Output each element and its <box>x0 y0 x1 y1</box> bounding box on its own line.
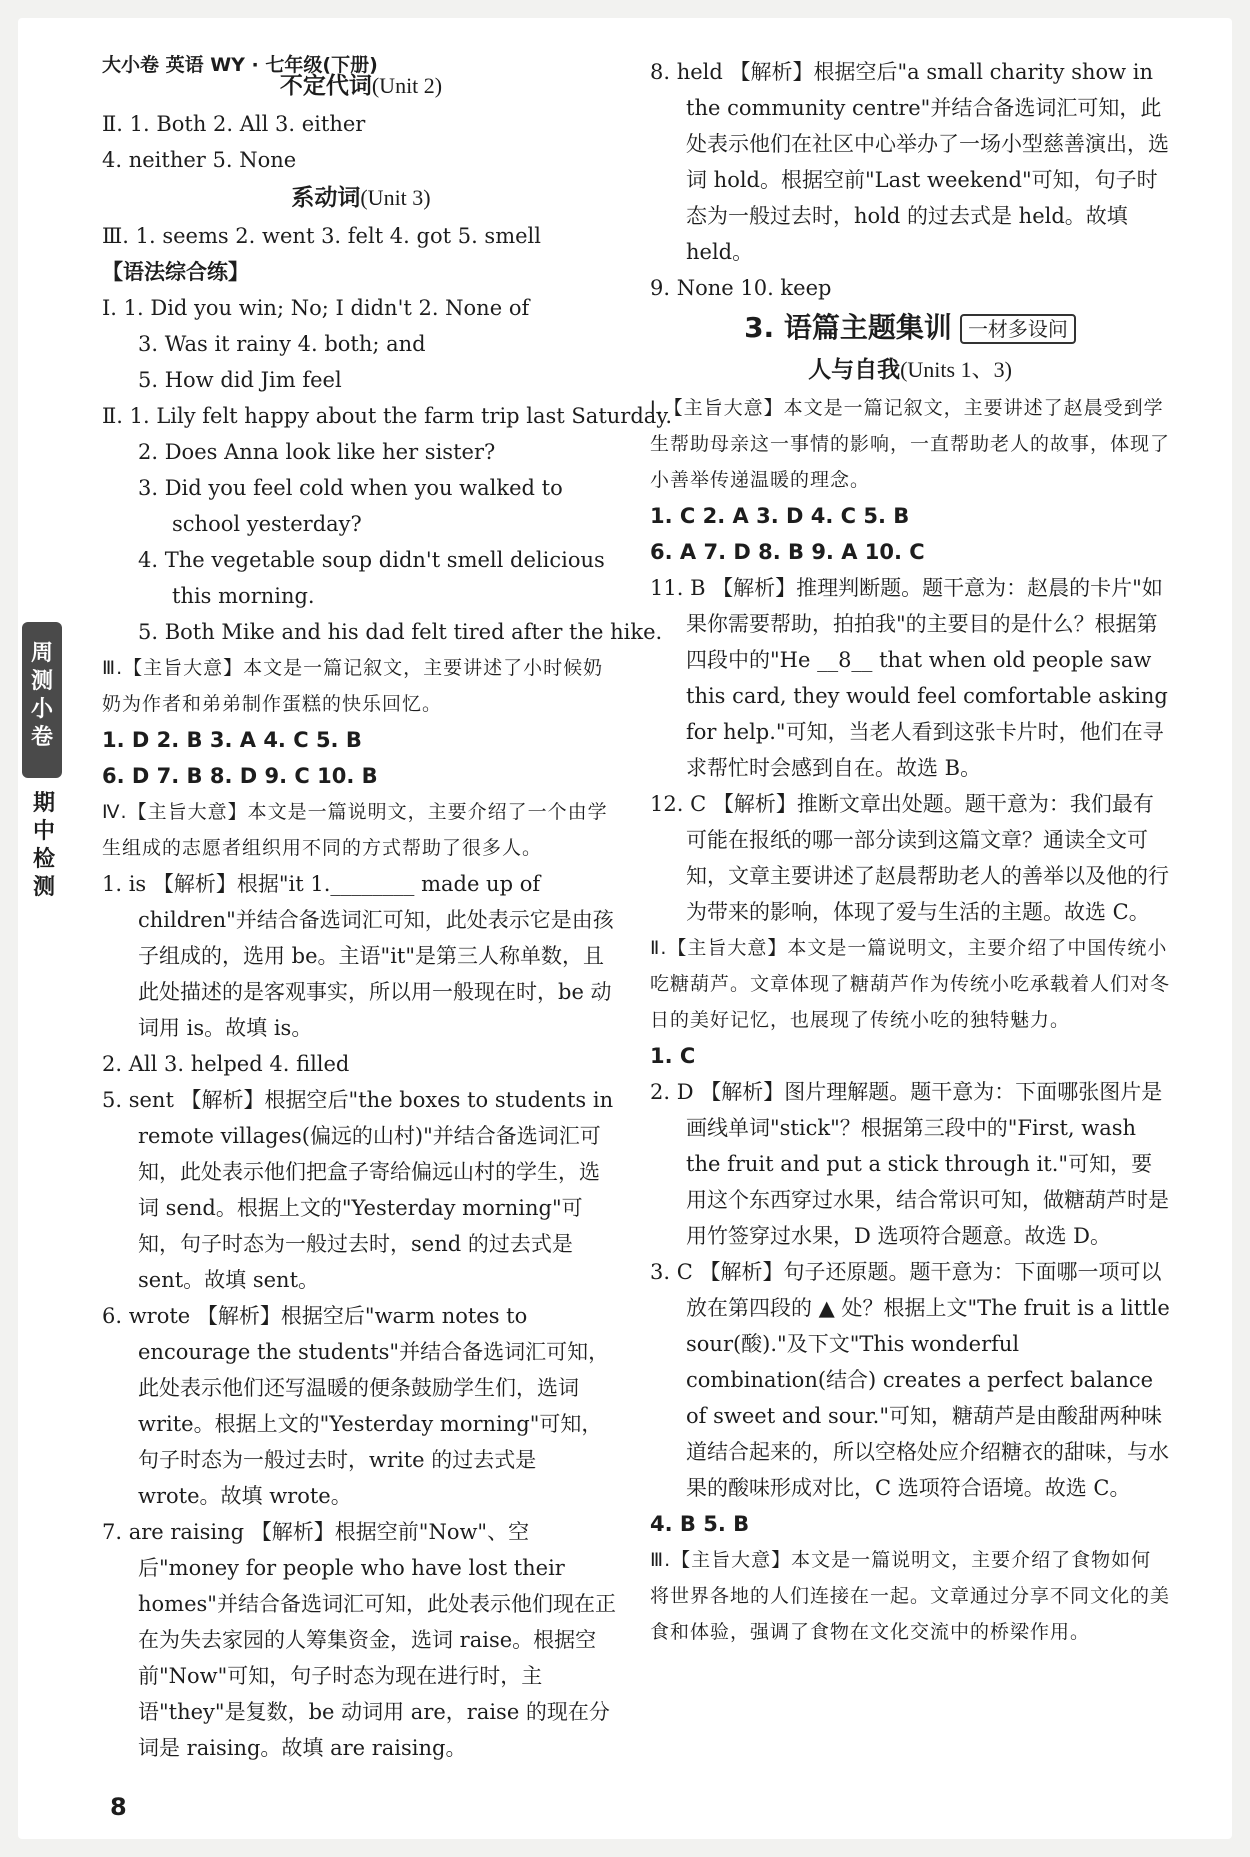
answer-line: 1. C 2. A 3. D 4. C 5. B <box>650 504 910 528</box>
practice-title: 【语法综合练】 <box>102 260 249 284</box>
answer-line: 9. None 10. keep <box>650 276 832 300</box>
side-tab: 周测小卷 <box>22 622 62 778</box>
answer-line: Ⅱ. 1. Lily felt happy about the farm trip last Saturday. <box>102 404 673 428</box>
explanation-paragraph: 5. sent 【解析】根据空后"the boxes to students in remote villages(偏远的山村)"并结合备选词汇可知，此处表示他们把盒子寄给偏远山村的学生，选词 send。根据上文的"Yesterday morning"可知，句子时态为一般过去时，send 的过去式是 sent。故填 sent。 <box>102 1088 614 1292</box>
answer-line: 6. D 7. B 8. D 9. C 10. B <box>102 764 378 788</box>
section-tag: 一材多设问 <box>960 314 1076 344</box>
main-idea-paragraph: Ⅱ.【主旨大意】本文是一篇说明文，主要介绍了中国传统小吃糖葫芦。文章体现了糖葫芦作为传统小吃承载着人们对冬日的美好记忆，也展现了传统小吃的独特魅力。 <box>650 937 1171 1031</box>
right-column <box>650 54 1170 1650</box>
answer-line: Ⅱ. 1. Both 2. All 3. either <box>102 112 366 136</box>
answer-line: 1. C <box>650 1044 696 1068</box>
explanation-paragraph: 7. are raising 【解析】根据空前"Now"、空后"money for people who have lost their homes"并结合备选词汇可知，此处表示他们现在正在为失去家园的人筹集资金，选词 raise。根据空前"Now"可知，句子时态为现在进行时，主语"they"是复数，be 动词用 are，raise 的现在分词是 raising。故填 are raising。 <box>102 1520 616 1760</box>
explanation-paragraph: 11. B 【解析】推理判断题。题干意为：赵晨的卡片"如果你需要帮助，拍拍我"的主要目的是什么？根据第四段中的"He __8__ that when old people saw this card, they would feel comfortable asking for help."可知，当老人看到这张卡片时，他们在寻求帮忙时会感到自在。故选 B。 <box>650 576 1168 780</box>
answer-line: 3. Was it rainy 4. both; and <box>138 332 426 356</box>
section-title-reading: 3. 语篇主题集训 一材多设问 <box>650 306 1170 350</box>
answer-line: 5. Both Mike and his dad felt tired after the hike. <box>138 620 663 644</box>
main-idea-paragraph: Ⅲ.【主旨大意】本文是一篇说明文，主要介绍了食物如何将世界各地的人们连接在一起。文章通过分享不同文化的美食和体验，强调了食物在文化交流中的桥梁作用。 <box>650 1549 1171 1643</box>
main-idea-paragraph: Ⅳ.【主旨大意】本文是一篇说明文，主要介绍了一个由学生组成的志愿者组织用不同的方式帮助了很多人。 <box>102 801 608 859</box>
explanation-paragraph: 3. C 【解析】句子还原题。题干意为：下面哪一项可以放在第四段的 ▲ 处？根据上文"The fruit is a little sour(酸)."及下文"This wonderful combination(结合) creates a perfect balance of sweet and sour."可知，糖葫芦是由酸甜两种味道结合起来的，所以空格处应介绍糖衣的甜味，与水果的酸味形成对比，C 选项符合语境。故选 C。 <box>650 1260 1170 1500</box>
answer-line: 2. All 3. helped 4. filled <box>102 1052 350 1076</box>
page-number: 8 <box>110 1793 127 1821</box>
explanation-paragraph: 2. D 【解析】图片理解题。题干意为：下面哪张图片是画线单词"stick"？根据第三段中的"First, wash the fruit and put a stick through it."可知，要用这个东西穿过水果，结合常识可知，做糖葫芦时是用竹签穿过水果，D 选项符合题意。故选 D。 <box>650 1080 1169 1248</box>
answer-line: 3. Did you feel cold when you walked to school yesterday? <box>138 476 563 536</box>
section-title-pronouns: 不定代词(Unit 2) <box>279 73 443 99</box>
answer-line: 4. The vegetable soup didn't smell delicious this morning. <box>138 548 605 608</box>
explanation-paragraph: 8. held 【解析】根据空后"a small charity show in the community centre"并结合备选词汇可知，此处表示他们在社区中心举办了一场小型慈善演出，选词 hold。根据空前"Last weekend"可知，句子时态为一般过去时，hold 的过去式是 held。故填 held。 <box>650 60 1169 264</box>
header-title: 大小卷 英语 WY · 七年级(下册) <box>102 54 378 76</box>
answer-line: 2. Does Anna look like her sister? <box>138 440 496 464</box>
answer-line: Ⅰ. 1. Did you win; No; I didn't 2. None of <box>102 296 530 320</box>
answer-line: Ⅲ. 1. seems 2. went 3. felt 4. got 5. smell <box>102 224 541 248</box>
answer-line: 1. D 2. B 3. A 4. C 5. B <box>102 728 362 752</box>
answer-line: 6. A 7. D 8. B 9. A 10. C <box>650 540 925 564</box>
theme-title: 人与自我(Units 1、3) <box>808 357 1012 383</box>
explanation-paragraph: 1. is 【解析】根据"it 1.________ made up of children"并结合备选词汇可知，此处表示它是由孩子组成的，选用 be。主语"it"是第三人称单数，且此处描述的是客观事实，所以用一般现在时，be 动词用 is。故填 is。 <box>102 872 614 1040</box>
explanation-paragraph: 6. wrote 【解析】根据空后"warm notes to encourage the students"并结合备选词汇可知，此处表示他们还写温暖的便条鼓励学生们，选词 write。根据上文的"Yesterday morning"可知，句子时态为一般过去时，write 的过去式是 wrote。故填 wrote。 <box>102 1304 610 1508</box>
explanation-paragraph: 12. C 【解析】推断文章出处题。题干意为：我们最有可能在报纸的哪一部分读到这篇文章？通读全文可知，文章主要讲述了赵晨帮助老人的善举以及他的行为带来的影响，体现了爱与生活的主题。故选 C。 <box>650 792 1169 924</box>
section-title-linking-verbs: 系动词(Unit 3) <box>291 185 431 211</box>
main-idea-paragraph: Ⅲ.【主旨大意】本文是一篇记叙文，主要讲述了小时候奶奶为作者和弟弟制作蛋糕的快乐回忆。 <box>102 657 604 715</box>
side-label: 期中检测 <box>32 791 55 900</box>
answer-line: 4. B 5. B <box>650 1512 750 1536</box>
answer-line: 5. How did Jim feel <box>138 368 342 392</box>
answer-line: 4. neither 5. None <box>102 148 297 172</box>
main-idea-paragraph: Ⅰ.【主旨大意】本文是一篇记叙文，主要讲述了赵晨受到学生帮助母亲这一事情的影响，一直帮助老人的故事，体现了小善举传递温暖的理念。 <box>650 397 1171 491</box>
